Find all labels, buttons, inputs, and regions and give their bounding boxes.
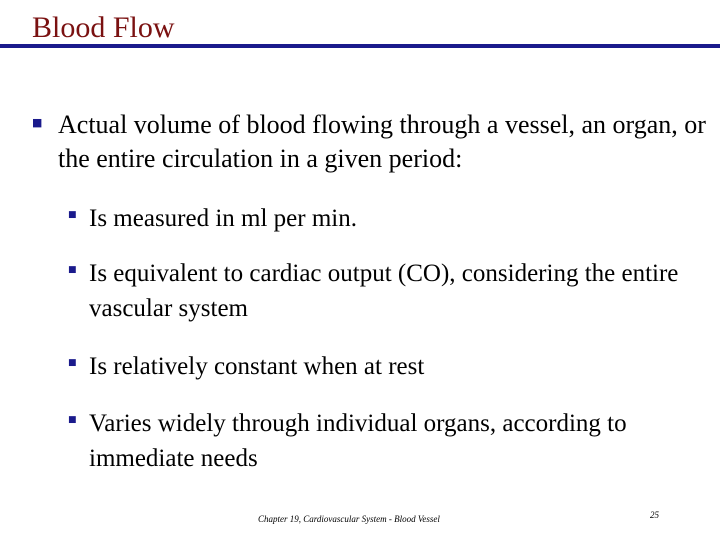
main-bullet <box>32 108 708 176</box>
square-bullet-icon <box>68 265 89 275</box>
sub-bullet-text: Is measured in ml per min. <box>89 205 357 232</box>
title-underline-divider <box>0 44 720 48</box>
sub-bullet-text: Varies widely through individual organs, according to immediate needs <box>89 410 627 472</box>
sub-bullet-constant-at-rest <box>68 349 708 384</box>
page-number: 25 <box>650 510 659 520</box>
sub-bullet-cardiac-output <box>68 256 708 326</box>
sub-bullet-measured <box>68 201 708 236</box>
slide-title: Blood Flow <box>32 11 175 44</box>
sub-bullet-text: Is equivalent to cardiac output (CO), considering the entire vascular system <box>89 260 679 322</box>
square-bullet-icon <box>68 358 89 368</box>
slide-footer: Chapter 19, Cardiovascular System - Blood Vessel <box>258 514 440 524</box>
main-bullet-text: Actual volume of blood flowing through a vessel, an organ, or the entire circulation in a given period: <box>58 110 706 173</box>
sub-bullet-varies-widely <box>68 406 708 476</box>
sub-bullet-text: Is relatively constant when at rest <box>89 353 425 380</box>
square-bullet-icon <box>68 210 89 220</box>
square-bullet-icon <box>32 116 58 129</box>
square-bullet-icon <box>68 415 89 425</box>
